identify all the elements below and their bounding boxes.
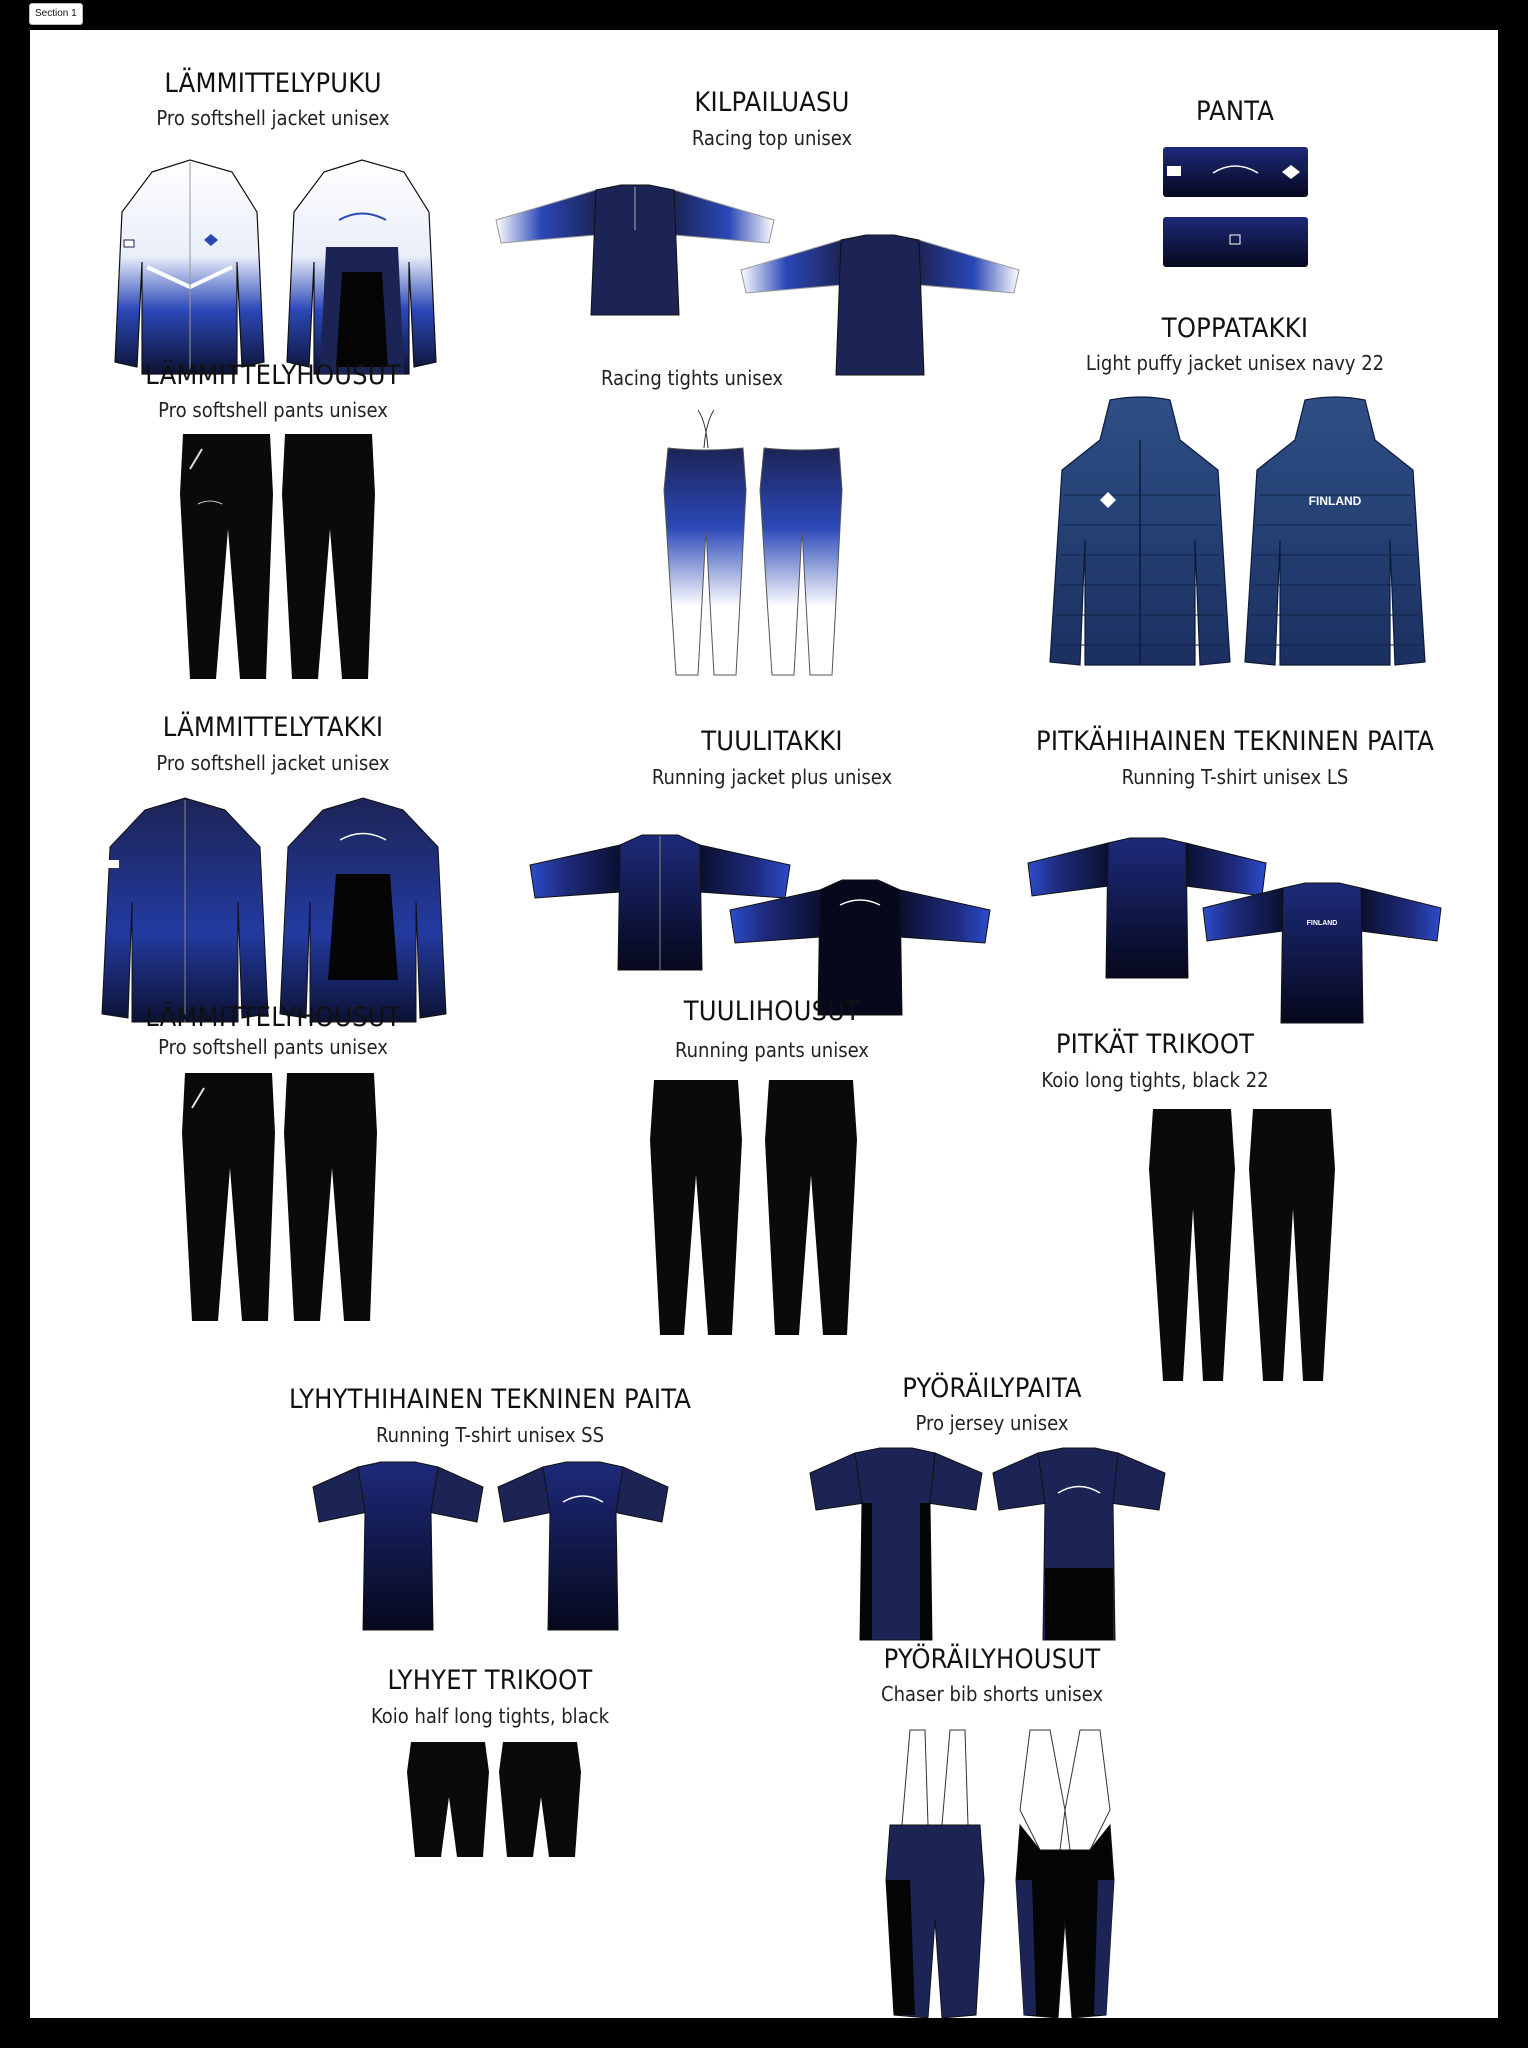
- short-tights-back: [499, 1742, 581, 1857]
- short-tights-front: [407, 1742, 489, 1857]
- product-subtitle: Racing top unisex: [691, 126, 853, 150]
- product-subtitle: Chaser bib shorts unisex: [881, 1682, 1103, 1706]
- cycling-jersey-image: [810, 1448, 1180, 1646]
- product-subtitle: Koio long tights, black 22: [1041, 1068, 1269, 1092]
- product-title: TUULITAKKI: [701, 726, 843, 757]
- product-subtitle: Pro softshell jacket unisex: [156, 751, 390, 775]
- product-title: LYHYET TRIKOOT: [387, 1665, 593, 1696]
- product-subtitle: Pro softshell pants unisex: [158, 1035, 388, 1059]
- racing-tights-back: [760, 448, 842, 675]
- racing-top-front: [496, 185, 774, 315]
- ls-shirt-back-print: FINLAND: [1306, 920, 1338, 927]
- product-title: PANTA: [1195, 96, 1275, 127]
- puffy-front: [1050, 397, 1230, 665]
- product-title: LÄMMITTELYHOUSUT: [145, 360, 401, 391]
- product-title: LÄMMITTELYTAKKI: [162, 712, 384, 743]
- pants-front: [180, 434, 273, 679]
- wind-jacket-image: [530, 830, 995, 1020]
- jacket-front: [115, 160, 264, 374]
- ss-shirt-front: [313, 1462, 483, 1630]
- product-subtitle: Running jacket plus unisex: [651, 765, 893, 789]
- product-subtitle: Running pants unisex: [675, 1038, 869, 1062]
- jersey-back: [993, 1448, 1165, 1640]
- product-subtitle: Light puffy jacket unisex navy 22: [1085, 351, 1385, 375]
- racing-tights-image: [628, 400, 878, 680]
- wind-jacket-front: [530, 835, 790, 970]
- puffy-jacket-image: [1050, 400, 1430, 670]
- bib-shorts-image: [880, 1730, 1140, 2022]
- product-title: LÄMMITTELYPUKU: [164, 68, 382, 99]
- product-title: TOPPATAKKI: [1161, 313, 1309, 344]
- product-title: PITKÄT TRIKOOT: [1055, 1029, 1255, 1060]
- bib-shorts-front: [886, 1730, 984, 2018]
- product-title: KILPAILUASU: [694, 87, 850, 118]
- pants-back: [284, 1073, 377, 1321]
- product-subtitle: Pro softshell pants unisex: [158, 398, 388, 422]
- headband-image: [1163, 147, 1308, 267]
- jersey-front: [810, 1448, 982, 1640]
- tights-front: [1149, 1109, 1235, 1381]
- warmup-pants-image: [180, 1073, 380, 1325]
- long-tights-image: [1143, 1109, 1373, 1384]
- racing-tights-front: [664, 410, 746, 675]
- product-board: [30, 30, 1498, 2018]
- product-subtitle: Running T-shirt unisex LS: [1121, 765, 1349, 789]
- ss-shirt-image: [313, 1462, 673, 1637]
- product-subtitle: Running T-shirt unisex SS: [375, 1423, 605, 1447]
- warmup-pants-image: [178, 434, 378, 684]
- product-title: LYHYTHIHAINEN TEKNINEN PAITA: [288, 1384, 692, 1415]
- wind-pants-image: [646, 1080, 876, 1338]
- racing-top-back: [741, 235, 1019, 375]
- puffy-back: [1245, 397, 1425, 665]
- section-tab[interactable]: Section 1: [29, 3, 83, 25]
- product-title: PYÖRÄILYPAITA: [902, 1373, 1082, 1404]
- puffy-back-print: FINLAND: [1308, 494, 1362, 508]
- product-subtitle-secondary: Racing tights unisex: [600, 366, 784, 390]
- product-subtitle: Pro jersey unisex: [915, 1411, 1069, 1435]
- short-tights-image: [405, 1742, 585, 1862]
- product-subtitle: Pro softshell jacket unisex: [156, 106, 390, 130]
- jacket-front: [102, 798, 268, 1022]
- pants-back: [282, 434, 375, 679]
- product-title: PYÖRÄILYHOUSUT: [883, 1644, 1101, 1675]
- warmup-jacket-image: [100, 792, 450, 1024]
- product-title: TUULIHOUSUT: [683, 996, 861, 1027]
- pants-front: [650, 1080, 742, 1335]
- pants-front: [182, 1073, 275, 1321]
- pants-back: [765, 1080, 857, 1335]
- ls-shirt-image: [1028, 838, 1448, 1028]
- ss-shirt-back: [498, 1462, 668, 1630]
- wind-jacket-back: [730, 880, 990, 1015]
- jacket-back: [280, 798, 446, 1022]
- product-subtitle: Koio half long tights, black: [370, 1704, 610, 1728]
- product-title: LÄMMITTELYHOUSUT: [145, 1002, 401, 1033]
- jacket-back: [287, 160, 436, 374]
- ls-shirt-back: [1203, 883, 1441, 1023]
- tights-back: [1249, 1109, 1335, 1381]
- product-title: PITKÄHIHAINEN TEKNINEN PAITA: [1035, 726, 1435, 757]
- warmup-suit-image: [112, 152, 442, 377]
- bib-shorts-back: [1016, 1730, 1114, 2018]
